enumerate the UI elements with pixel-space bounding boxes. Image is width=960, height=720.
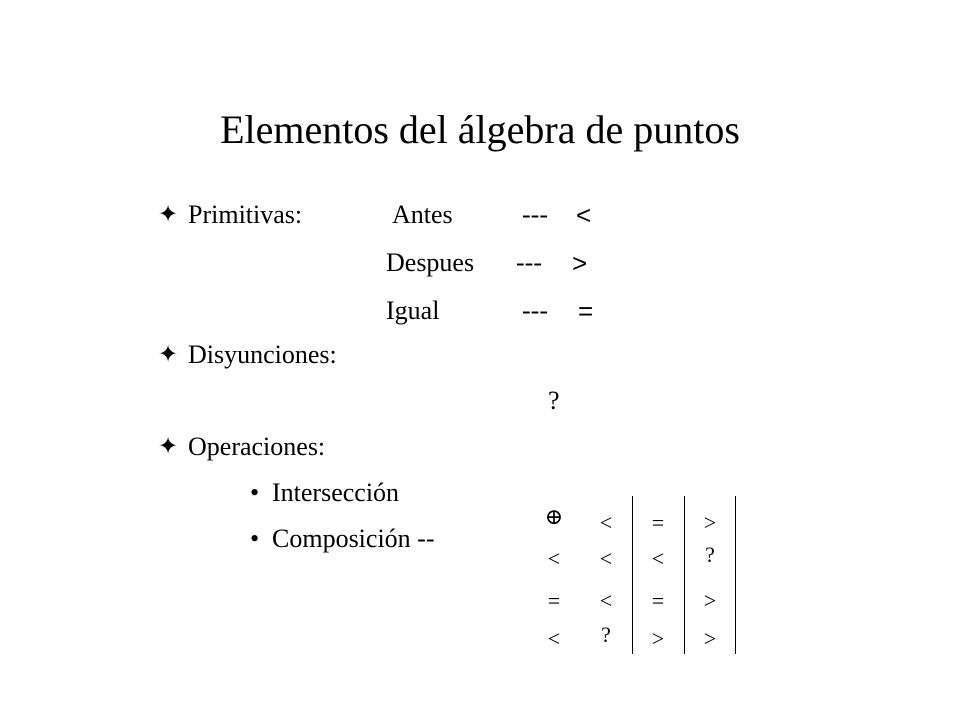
table-cell: < — [599, 588, 613, 613]
disyunciones-label: Disyunciones: — [188, 340, 337, 369]
table-cell: < — [599, 510, 613, 535]
table-cell: > — [703, 588, 717, 613]
table-cell: > — [703, 626, 717, 651]
dot-bullet-icon: • — [250, 524, 260, 553]
table-cell: = — [651, 588, 665, 613]
star-bullet-icon: ✦ — [158, 200, 179, 228]
table-cell: ? — [601, 622, 611, 647]
table-cell: < — [651, 546, 665, 571]
primitiva-name-despues: Despues — [386, 248, 475, 277]
star-bullet-icon: ✦ — [158, 432, 179, 460]
table-cell: > — [703, 510, 717, 535]
table-cell: = — [651, 510, 665, 535]
primitiva-symbol-despues: > — [572, 248, 588, 278]
primitiva-dash-antes: --- — [522, 200, 548, 229]
table-cell: < — [547, 626, 561, 651]
dot-bullet-icon: • — [250, 478, 260, 507]
operacion-composicion: Composición -- — [272, 524, 435, 553]
table-cell: > — [651, 626, 665, 651]
primitiva-name-igual: Igual — [386, 296, 440, 325]
table-cell: < — [599, 546, 613, 571]
primitiva-dash-despues: --- — [516, 248, 542, 277]
disyuncion-glyph-4: ? — [548, 386, 560, 415]
primitivas-label: Primitivas: — [188, 200, 303, 229]
composition-operator-cell: ⊕ — [544, 504, 564, 529]
primitiva-symbol-antes: < — [576, 200, 592, 230]
operacion-interseccion: Intersección — [272, 478, 400, 507]
primitiva-dash-igual: --- — [522, 296, 548, 325]
star-bullet-icon: ✦ — [158, 340, 179, 368]
primitiva-name-antes: Antes — [392, 200, 453, 229]
table-cell: ? — [705, 542, 715, 567]
composition-table — [528, 496, 736, 654]
operaciones-label: Operaciones: — [188, 432, 326, 461]
table-cell: = — [547, 588, 561, 613]
table-cell: < — [547, 546, 561, 571]
slide-title: Elementos del álgebra de puntos — [220, 107, 740, 152]
primitiva-symbol-igual: = — [578, 296, 594, 326]
